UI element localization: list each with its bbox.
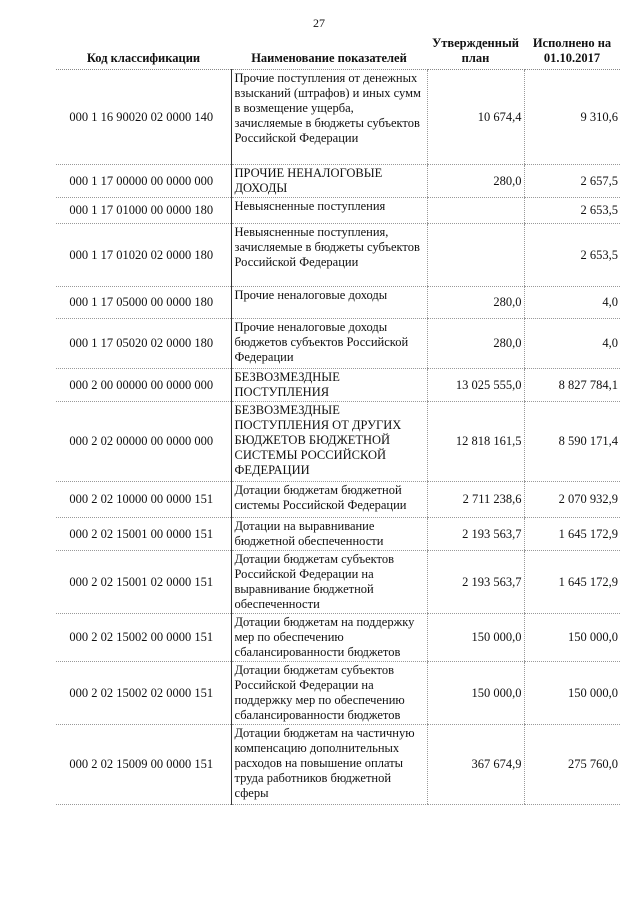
table-row — [56, 287, 620, 319]
row-plan: 13 025 555,0 — [427, 369, 524, 402]
row-name: ПРОЧИЕ НЕНАЛОГОВЫЕ ДОХОДЫ — [231, 165, 427, 198]
row-name: Невыясненные поступления, зачисляемые в бюджеты субъектов Российской Федерации — [231, 224, 427, 287]
header-code: Код классификации — [56, 32, 231, 70]
header-plan: Утвержденный план — [427, 32, 524, 70]
row-code: 000 2 00 00000 00 0000 000 — [56, 369, 231, 402]
row-name: Дотации бюджетам субъектов Российской Федерации на выравнивание бюджетной обеспеченности — [231, 551, 427, 614]
row-code: 000 1 17 00000 00 0000 000 — [56, 165, 231, 198]
row-plan — [427, 198, 524, 224]
row-code: 000 2 02 00000 00 0000 000 — [56, 402, 231, 482]
row-code: 000 2 02 15001 02 0000 151 — [56, 551, 231, 614]
table-row — [56, 70, 620, 165]
table-row — [56, 319, 620, 369]
row-name: Дотации на выравнивание бюджетной обеспеченности — [231, 518, 427, 551]
row-plan: 280,0 — [427, 287, 524, 319]
row-done: 4,0 — [524, 287, 620, 319]
row-name: Прочие поступления от денежных взысканий (штрафов) и иных сумм в возмещение ущерба, зачисляемые в бюджеты субъектов Российской Федерации — [231, 70, 427, 165]
row-done: 275 760,0 — [524, 725, 620, 805]
row-done: 1 645 172,9 — [524, 518, 620, 551]
row-done: 150 000,0 — [524, 662, 620, 725]
row-code: 000 1 17 05000 00 0000 180 — [56, 287, 231, 319]
table-row — [56, 551, 620, 614]
row-name: Дотации бюджетам на частичную компенсацию дополнительных расходов на повышение оплаты труда работников бюджетной сферы — [231, 725, 427, 805]
row-code: 000 1 17 01000 00 0000 180 — [56, 198, 231, 224]
row-code: 000 1 17 05020 02 0000 180 — [56, 319, 231, 369]
row-code: 000 2 02 15009 00 0000 151 — [56, 725, 231, 805]
table-row — [56, 165, 620, 198]
row-name: БЕЗВОЗМЕЗДНЫЕ ПОСТУПЛЕНИЯ — [231, 369, 427, 402]
row-plan: 2 193 563,7 — [427, 551, 524, 614]
row-code: 000 2 02 10000 00 0000 151 — [56, 482, 231, 518]
row-plan: 280,0 — [427, 319, 524, 369]
row-plan: 150 000,0 — [427, 662, 524, 725]
row-name: Прочие неналоговые доходы — [231, 287, 427, 319]
table-row — [56, 402, 620, 482]
row-done: 4,0 — [524, 319, 620, 369]
table-row — [56, 369, 620, 402]
row-name: Прочие неналоговые доходы бюджетов субъектов Российской Федерации — [231, 319, 427, 369]
table-row — [56, 614, 620, 662]
table-body — [56, 70, 620, 805]
row-done: 2 653,5 — [524, 224, 620, 287]
table-row — [56, 662, 620, 725]
row-code: 000 2 02 15002 02 0000 151 — [56, 662, 231, 725]
row-done: 8 590 171,4 — [524, 402, 620, 482]
row-done: 1 645 172,9 — [524, 551, 620, 614]
table-row — [56, 482, 620, 518]
row-done: 9 310,6 — [524, 70, 620, 165]
row-plan: 2 193 563,7 — [427, 518, 524, 551]
table-header-row — [56, 32, 620, 70]
table-row — [56, 725, 620, 805]
row-done: 8 827 784,1 — [524, 369, 620, 402]
row-plan: 367 674,9 — [427, 725, 524, 805]
row-name: Дотации бюджетам бюджетной системы Российской Федерации — [231, 482, 427, 518]
row-done: 150 000,0 — [524, 614, 620, 662]
header-done: Исполнено на 01.10.2017 — [524, 32, 620, 70]
row-name: Дотации бюджетам субъектов Российской Федерации на поддержку мер по обеспечению сбалансированности бюджетов — [231, 662, 427, 725]
table-row — [56, 224, 620, 287]
row-code: 000 2 02 15001 00 0000 151 — [56, 518, 231, 551]
header-name: Наименование показателей — [231, 32, 427, 70]
page-number: 27 — [313, 16, 325, 30]
row-plan — [427, 224, 524, 287]
row-plan: 2 711 238,6 — [427, 482, 524, 518]
row-code: 000 1 16 90020 02 0000 140 — [56, 70, 231, 165]
row-done: 2 070 932,9 — [524, 482, 620, 518]
row-name: БЕЗВОЗМЕЗДНЫЕ ПОСТУПЛЕНИЯ ОТ ДРУГИХ БЮДЖЕТОВ БЮДЖЕТНОЙ СИСТЕМЫ РОССИЙСКОЙ ФЕДЕРАЦИИ — [231, 402, 427, 482]
row-name: Дотации бюджетам на поддержку мер по обеспечению сбалансированности бюджетов — [231, 614, 427, 662]
row-name: Невыясненные поступления — [231, 198, 427, 224]
row-plan: 150 000,0 — [427, 614, 524, 662]
row-plan: 10 674,4 — [427, 70, 524, 165]
row-plan: 280,0 — [427, 165, 524, 198]
row-code: 000 1 17 01020 02 0000 180 — [56, 224, 231, 287]
budget-table — [56, 32, 620, 805]
table-row — [56, 518, 620, 551]
row-plan: 12 818 161,5 — [427, 402, 524, 482]
row-done: 2 657,5 — [524, 165, 620, 198]
row-done: 2 653,5 — [524, 198, 620, 224]
row-code: 000 2 02 15002 00 0000 151 — [56, 614, 231, 662]
table-row — [56, 198, 620, 224]
